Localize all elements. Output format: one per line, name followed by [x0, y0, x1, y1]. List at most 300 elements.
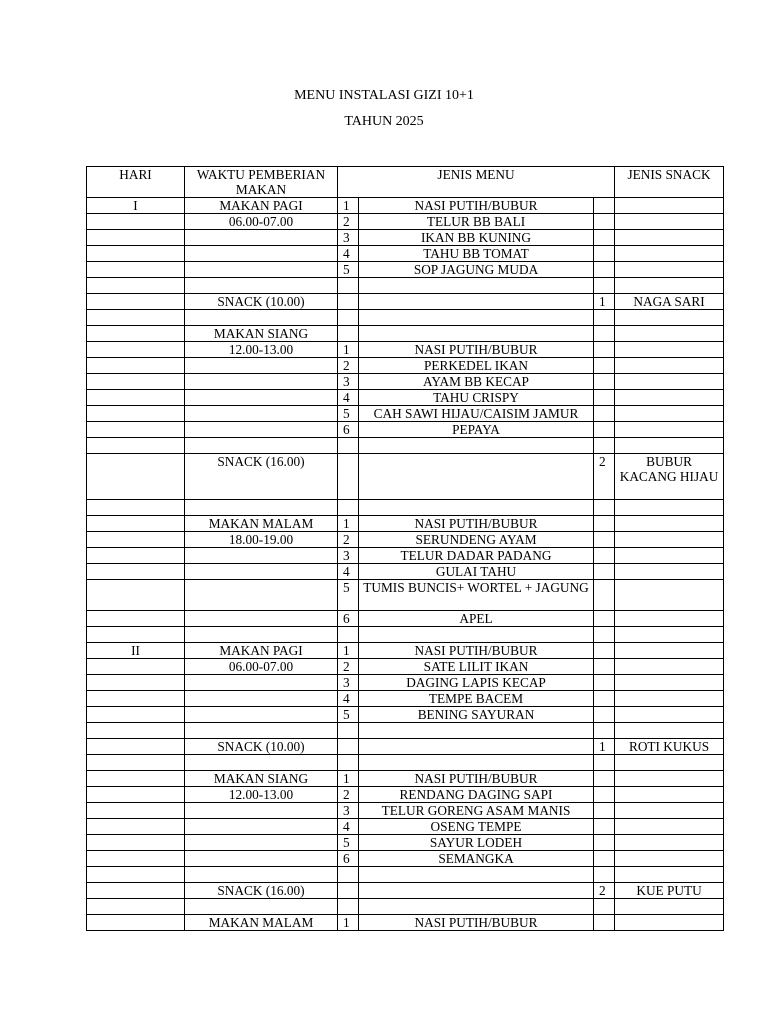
cell-hari [87, 214, 185, 230]
cell-waktu: MAKAN SIANG [185, 771, 338, 787]
cell-menu-item: SAYUR LODEH [359, 835, 594, 851]
cell-snack-item [615, 851, 724, 867]
cell-menu-number: 1 [338, 198, 359, 214]
cell-snack-number: 2 [594, 883, 615, 899]
cell-hari [87, 278, 185, 294]
cell-waktu: SNACK (16.00) [185, 883, 338, 899]
cell-snack-item [615, 516, 724, 532]
cell-menu-number [338, 723, 359, 739]
cell-hari [87, 374, 185, 390]
cell-menu-number: 4 [338, 390, 359, 406]
cell-snack-item [615, 278, 724, 294]
cell-hari [87, 294, 185, 310]
cell-waktu [185, 691, 338, 707]
cell-snack-number [594, 438, 615, 454]
table-row [87, 214, 724, 230]
cell-hari [87, 787, 185, 803]
cell-menu-item: TUMIS BUNCIS+ WORTEL + JAGUNG [359, 580, 594, 611]
cell-waktu [185, 246, 338, 262]
cell-menu-item: PERKEDEL IKAN [359, 358, 594, 374]
cell-hari [87, 803, 185, 819]
cell-waktu [185, 707, 338, 723]
table-row [87, 771, 724, 787]
cell-snack-number [594, 246, 615, 262]
cell-snack-number [594, 406, 615, 422]
cell-snack-item: BUBUR KACANG HIJAU [615, 454, 724, 500]
cell-menu-item: TELUR BB BALI [359, 214, 594, 230]
cell-snack-item [615, 326, 724, 342]
cell-snack-item [615, 643, 724, 659]
cell-hari [87, 611, 185, 627]
cell-menu-item: DAGING LAPIS KECAP [359, 675, 594, 691]
cell-menu-number: 3 [338, 548, 359, 564]
cell-snack-number [594, 230, 615, 246]
table-row [87, 548, 724, 564]
cell-waktu [185, 580, 338, 611]
cell-snack-number: 2 [594, 454, 615, 500]
cell-snack-number [594, 835, 615, 851]
table-row [87, 851, 724, 867]
table-row [87, 755, 724, 771]
cell-snack-item [615, 500, 724, 516]
cell-snack-number [594, 819, 615, 835]
cell-menu-number: 1 [338, 516, 359, 532]
cell-hari [87, 580, 185, 611]
cell-waktu [185, 835, 338, 851]
cell-waktu [185, 867, 338, 883]
cell-menu-number [338, 326, 359, 342]
cell-snack-number [594, 580, 615, 611]
cell-waktu: SNACK (16.00) [185, 454, 338, 500]
cell-waktu [185, 851, 338, 867]
cell-snack-item [615, 771, 724, 787]
cell-snack-item [615, 198, 724, 214]
cell-menu-item: TEMPE BACEM [359, 691, 594, 707]
cell-snack-number: 1 [594, 739, 615, 755]
cell-waktu [185, 406, 338, 422]
table-row [87, 516, 724, 532]
cell-menu-number [338, 867, 359, 883]
cell-menu-item: RENDANG DAGING SAPI [359, 787, 594, 803]
cell-menu-item [359, 739, 594, 755]
cell-menu-number: 5 [338, 406, 359, 422]
cell-waktu: 12.00-13.00 [185, 787, 338, 803]
cell-snack-item [615, 580, 724, 611]
cell-hari [87, 707, 185, 723]
table-row [87, 294, 724, 310]
cell-snack-item [615, 675, 724, 691]
cell-menu-item [359, 326, 594, 342]
cell-snack-item [615, 915, 724, 931]
cell-snack-number [594, 915, 615, 931]
cell-hari [87, 835, 185, 851]
cell-snack-item [615, 707, 724, 723]
cell-hari [87, 723, 185, 739]
cell-waktu [185, 230, 338, 246]
table-row [87, 580, 724, 611]
cell-snack-item [615, 214, 724, 230]
cell-waktu: 12.00-13.00 [185, 342, 338, 358]
cell-menu-item: SATE LILIT IKAN [359, 659, 594, 675]
cell-hari [87, 659, 185, 675]
cell-menu-item: APEL [359, 611, 594, 627]
cell-waktu: MAKAN PAGI [185, 643, 338, 659]
cell-snack-item [615, 564, 724, 580]
cell-menu-item [359, 883, 594, 899]
cell-snack-item [615, 803, 724, 819]
cell-menu-item: TAHU BB TOMAT [359, 246, 594, 262]
cell-snack-number [594, 899, 615, 915]
cell-hari [87, 516, 185, 532]
cell-menu-number: 6 [338, 851, 359, 867]
cell-hari: II [87, 643, 185, 659]
cell-menu-item: NASI PUTIH/BUBUR [359, 198, 594, 214]
cell-snack-number [594, 422, 615, 438]
cell-snack-number [594, 564, 615, 580]
table-row [87, 374, 724, 390]
cell-snack-item [615, 310, 724, 326]
cell-snack-number [594, 803, 615, 819]
cell-snack-number [594, 374, 615, 390]
menu-table [86, 166, 724, 931]
cell-menu-number: 1 [338, 643, 359, 659]
cell-snack-number [594, 278, 615, 294]
cell-hari [87, 342, 185, 358]
table-row [87, 454, 724, 500]
cell-menu-item: CAH SAWI HIJAU/CAISIM JAMUR [359, 406, 594, 422]
cell-menu-number: 3 [338, 803, 359, 819]
cell-menu-number: 2 [338, 358, 359, 374]
header-waktu: WAKTU PEMBERIAN MAKAN [185, 167, 338, 198]
document-title: MENU INSTALASI GIZI 10+1 [294, 88, 474, 103]
table-header-row [87, 167, 724, 198]
cell-menu-item: NASI PUTIH/BUBUR [359, 516, 594, 532]
cell-menu-item: NASI PUTIH/BUBUR [359, 915, 594, 931]
cell-menu-number: 4 [338, 691, 359, 707]
menu-table-body [87, 198, 724, 931]
cell-snack-item [615, 787, 724, 803]
cell-snack-number [594, 867, 615, 883]
cell-hari [87, 755, 185, 771]
cell-menu-number: 5 [338, 707, 359, 723]
cell-hari [87, 406, 185, 422]
cell-hari [87, 548, 185, 564]
cell-menu-number: 5 [338, 580, 359, 611]
cell-waktu [185, 390, 338, 406]
cell-snack-item [615, 262, 724, 278]
cell-menu-number: 1 [338, 771, 359, 787]
cell-hari [87, 438, 185, 454]
table-row [87, 278, 724, 294]
cell-snack-number [594, 310, 615, 326]
cell-snack-item [615, 438, 724, 454]
cell-waktu [185, 627, 338, 643]
cell-menu-number [338, 278, 359, 294]
cell-waktu [185, 310, 338, 326]
cell-menu-item: TELUR GORENG ASAM MANIS [359, 803, 594, 819]
cell-waktu: 18.00-19.00 [185, 532, 338, 548]
cell-snack-item: NAGA SARI [615, 294, 724, 310]
table-row [87, 739, 724, 755]
cell-menu-number [338, 755, 359, 771]
cell-waktu [185, 611, 338, 627]
cell-menu-item [359, 627, 594, 643]
cell-waktu [185, 548, 338, 564]
cell-snack-item [615, 835, 724, 851]
cell-snack-item [615, 659, 724, 675]
cell-waktu [185, 500, 338, 516]
cell-snack-number [594, 516, 615, 532]
table-row [87, 723, 724, 739]
cell-menu-item [359, 310, 594, 326]
cell-menu-item [359, 294, 594, 310]
cell-snack-item [615, 230, 724, 246]
cell-waktu [185, 262, 338, 278]
cell-menu-item: TAHU CRISPY [359, 390, 594, 406]
cell-snack-number [594, 755, 615, 771]
document-subtitle: TAHUN 2025 [344, 114, 424, 129]
cell-menu-number [338, 438, 359, 454]
cell-menu-item [359, 755, 594, 771]
cell-waktu [185, 564, 338, 580]
cell-menu-number [338, 627, 359, 643]
cell-menu-item: BENING SAYURAN [359, 707, 594, 723]
cell-waktu: MAKAN SIANG [185, 326, 338, 342]
cell-hari: I [87, 198, 185, 214]
cell-snack-item [615, 723, 724, 739]
cell-waktu [185, 422, 338, 438]
cell-snack-number [594, 532, 615, 548]
table-row [87, 691, 724, 707]
table-row [87, 342, 724, 358]
cell-menu-number: 2 [338, 659, 359, 675]
table-row [87, 867, 724, 883]
cell-snack-number [594, 643, 615, 659]
cell-hari [87, 532, 185, 548]
cell-menu-number [338, 883, 359, 899]
table-row [87, 198, 724, 214]
cell-snack-item [615, 342, 724, 358]
table-row [87, 326, 724, 342]
table-row [87, 643, 724, 659]
cell-snack-item [615, 246, 724, 262]
cell-menu-number: 5 [338, 262, 359, 278]
cell-menu-item: AYAM BB KECAP [359, 374, 594, 390]
cell-snack-number [594, 611, 615, 627]
cell-menu-number: 3 [338, 374, 359, 390]
cell-menu-number: 2 [338, 214, 359, 230]
table-row [87, 835, 724, 851]
cell-waktu [185, 358, 338, 374]
cell-hari [87, 771, 185, 787]
cell-menu-number: 1 [338, 915, 359, 931]
cell-snack-number [594, 214, 615, 230]
cell-snack-item [615, 627, 724, 643]
table-row [87, 310, 724, 326]
table-row [87, 406, 724, 422]
cell-menu-number: 3 [338, 230, 359, 246]
cell-menu-number: 4 [338, 564, 359, 580]
cell-snack-number [594, 707, 615, 723]
cell-menu-item [359, 867, 594, 883]
cell-menu-item: GULAI TAHU [359, 564, 594, 580]
cell-menu-number [338, 739, 359, 755]
cell-waktu: MAKAN MALAM [185, 915, 338, 931]
cell-snack-item [615, 374, 724, 390]
cell-hari [87, 422, 185, 438]
cell-menu-item: TELUR DADAR PADANG [359, 548, 594, 564]
cell-menu-number: 2 [338, 532, 359, 548]
table-row [87, 787, 724, 803]
cell-hari [87, 326, 185, 342]
cell-hari [87, 454, 185, 500]
table-row [87, 627, 724, 643]
cell-menu-number: 2 [338, 787, 359, 803]
cell-hari [87, 262, 185, 278]
cell-hari [87, 230, 185, 246]
cell-waktu [185, 374, 338, 390]
table-row [87, 262, 724, 278]
cell-snack-item: KUE PUTU [615, 883, 724, 899]
cell-hari [87, 819, 185, 835]
table-row [87, 659, 724, 675]
table-row [87, 899, 724, 915]
cell-menu-item [359, 500, 594, 516]
cell-snack-item [615, 819, 724, 835]
cell-menu-number [338, 310, 359, 326]
table-row [87, 422, 724, 438]
table-row [87, 438, 724, 454]
cell-snack-item [615, 755, 724, 771]
cell-snack-item [615, 406, 724, 422]
cell-hari [87, 500, 185, 516]
cell-hari [87, 627, 185, 643]
cell-waktu: 06.00-07.00 [185, 214, 338, 230]
table-row [87, 707, 724, 723]
cell-snack-number [594, 342, 615, 358]
cell-menu-number: 1 [338, 342, 359, 358]
table-row [87, 532, 724, 548]
cell-waktu: SNACK (10.00) [185, 294, 338, 310]
header-jenis-snack: JENIS SNACK [615, 167, 724, 198]
cell-snack-item [615, 548, 724, 564]
cell-waktu: 06.00-07.00 [185, 659, 338, 675]
cell-hari [87, 915, 185, 931]
cell-menu-item [359, 899, 594, 915]
cell-waktu [185, 278, 338, 294]
cell-menu-item [359, 438, 594, 454]
cell-hari [87, 691, 185, 707]
cell-menu-number: 4 [338, 819, 359, 835]
cell-menu-number: 6 [338, 611, 359, 627]
cell-menu-number [338, 454, 359, 500]
cell-snack-number [594, 358, 615, 374]
cell-waktu [185, 675, 338, 691]
cell-snack-item [615, 611, 724, 627]
cell-menu-item [359, 723, 594, 739]
cell-snack-item [615, 691, 724, 707]
cell-menu-item: NASI PUTIH/BUBUR [359, 771, 594, 787]
cell-hari [87, 867, 185, 883]
cell-snack-item [615, 390, 724, 406]
table-row [87, 915, 724, 931]
cell-hari [87, 899, 185, 915]
cell-snack-number [594, 787, 615, 803]
cell-snack-number [594, 659, 615, 675]
table-row [87, 230, 724, 246]
cell-hari [87, 883, 185, 899]
cell-snack-number: 1 [594, 294, 615, 310]
cell-snack-item [615, 422, 724, 438]
cell-menu-item: NASI PUTIH/BUBUR [359, 643, 594, 659]
cell-snack-item [615, 532, 724, 548]
cell-menu-item: IKAN BB KUNING [359, 230, 594, 246]
table-row [87, 246, 724, 262]
table-row [87, 675, 724, 691]
cell-menu-item: PEPAYA [359, 422, 594, 438]
cell-waktu [185, 438, 338, 454]
cell-menu-number: 3 [338, 675, 359, 691]
table-row [87, 500, 724, 516]
cell-hari [87, 675, 185, 691]
cell-menu-number [338, 899, 359, 915]
cell-snack-number [594, 851, 615, 867]
cell-menu-number: 4 [338, 246, 359, 262]
cell-waktu [185, 803, 338, 819]
cell-menu-number [338, 500, 359, 516]
cell-snack-item: ROTI KUKUS [615, 739, 724, 755]
table-row [87, 390, 724, 406]
cell-menu-number [338, 294, 359, 310]
cell-waktu [185, 819, 338, 835]
table-row [87, 358, 724, 374]
cell-snack-number [594, 691, 615, 707]
cell-snack-number [594, 627, 615, 643]
cell-waktu: SNACK (10.00) [185, 739, 338, 755]
cell-menu-item: NASI PUTIH/BUBUR [359, 342, 594, 358]
table-row [87, 819, 724, 835]
header-jenis-menu: JENIS MENU [338, 167, 615, 198]
cell-hari [87, 390, 185, 406]
cell-menu-item [359, 454, 594, 500]
cell-snack-number [594, 390, 615, 406]
cell-snack-number [594, 500, 615, 516]
table-row [87, 564, 724, 580]
cell-menu-item: SOP JAGUNG MUDA [359, 262, 594, 278]
header-hari: HARI [87, 167, 185, 198]
cell-snack-number [594, 723, 615, 739]
cell-snack-number [594, 771, 615, 787]
cell-snack-item [615, 358, 724, 374]
cell-waktu [185, 899, 338, 915]
cell-hari [87, 564, 185, 580]
cell-snack-item [615, 867, 724, 883]
table-row [87, 803, 724, 819]
cell-waktu: MAKAN MALAM [185, 516, 338, 532]
cell-menu-item: SEMANGKA [359, 851, 594, 867]
cell-hari [87, 310, 185, 326]
cell-snack-number [594, 326, 615, 342]
cell-menu-item: SERUNDENG AYAM [359, 532, 594, 548]
cell-snack-number [594, 548, 615, 564]
cell-snack-item [615, 899, 724, 915]
cell-menu-number: 5 [338, 835, 359, 851]
cell-hari [87, 358, 185, 374]
cell-snack-number [594, 198, 615, 214]
cell-menu-number: 6 [338, 422, 359, 438]
cell-snack-number [594, 675, 615, 691]
cell-menu-item [359, 278, 594, 294]
